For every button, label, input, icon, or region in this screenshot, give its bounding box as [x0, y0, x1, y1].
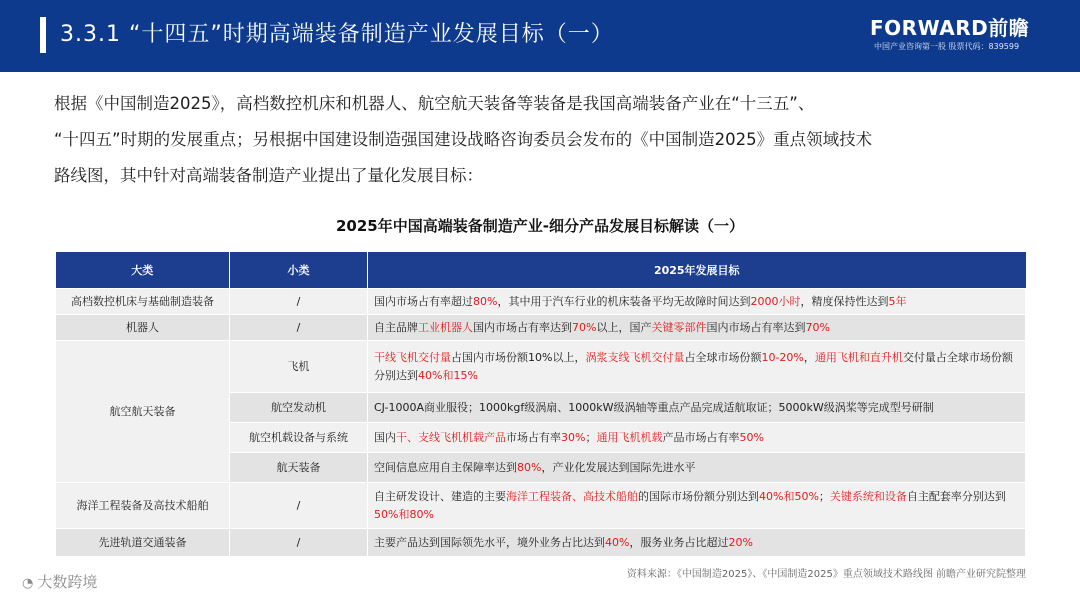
goal-text: CJ-1000A商业服役；1000kgf级涡扇、1000kW级涡轴等重点产品完成适航取证；5000kW级涡桨等完成型号研制 — [374, 400, 934, 414]
target-cell — [368, 341, 1026, 393]
goal-text: ； — [585, 430, 597, 444]
goal-text: 占全球市场份额 — [684, 350, 762, 364]
goal-text: 的国际市场份额分别达到 — [638, 489, 759, 503]
highlight-text: 70% — [572, 320, 597, 334]
goals-table — [55, 252, 1026, 557]
highlight-text: 5年 — [888, 294, 907, 308]
goal-text: 自主品牌 — [374, 320, 418, 334]
highlight-text: 40%和50% — [759, 489, 819, 503]
intro-line: 根据《中国制造2025》，高档数控机床和机器人、航空航天装备等装备是我国高端装备产业在“十三五”、 — [54, 94, 815, 113]
goal-text: ，其中用于汽车行业的机床装备平均无故障时间达到 — [497, 294, 751, 308]
highlight-text: 80% — [517, 460, 542, 474]
major-category-cell: 机器人 — [56, 315, 230, 341]
goal-text: 空间信息应用自主保障率达到 — [374, 460, 517, 474]
watermark-text: 大数跨境 — [37, 573, 98, 591]
goal-text: 以上，国产 — [596, 320, 652, 334]
table-row — [56, 289, 1026, 315]
highlight-text: 海洋工程装备、高技术船舶 — [506, 489, 638, 503]
brand-tagline: 中国产业咨询第一股 股票代码：839599 — [874, 42, 1020, 51]
watermark — [22, 572, 97, 594]
header-minor-category: 小类 — [230, 252, 368, 289]
highlight-text: 70% — [805, 320, 830, 334]
title-accent-bar — [40, 17, 46, 53]
major-category-cell: 海洋工程装备及高技术船舶 — [56, 483, 230, 529]
goal-text: ， — [803, 350, 815, 364]
highlight-text: 通用飞机和直升机 — [814, 350, 903, 364]
goal-text: ，精度保持性达到 — [800, 294, 889, 308]
highlight-text: 工业机器人 — [418, 320, 473, 334]
intro-line: “十四五”时期的发展重点；另根据中国建设制造强国建设战略咨询委员会发布的《中国制造2025》重点领域技术 — [54, 130, 873, 149]
table-row — [56, 341, 1026, 393]
table-title: 2025年中国高端装备制造产业-细分产品发展目标解读（一） — [336, 217, 744, 235]
highlight-text: 40%和15% — [418, 368, 478, 382]
intro-paragraph — [54, 86, 1034, 194]
minor-category-cell: / — [230, 315, 368, 341]
intro-line: 路线图，其中针对高端装备制造产业提出了量化发展目标： — [54, 166, 483, 185]
target-cell — [368, 529, 1026, 557]
major-category-cell: 航空航天装备 — [56, 341, 230, 483]
highlight-text: 2000小时 — [750, 294, 801, 308]
table-header-row — [56, 252, 1026, 289]
goal-text: 产品市场占有率 — [662, 430, 740, 444]
target-cell — [368, 483, 1026, 529]
major-category-cell: 先进轨道交通装备 — [56, 529, 230, 557]
highlight-text: 10-20% — [761, 350, 804, 364]
highlight-text: 关键系统和设备 — [829, 489, 907, 503]
goal-text: 市场占有率 — [506, 430, 561, 444]
highlight-text: 关键零部件 — [651, 320, 707, 334]
goal-text: 交付量占全球市场份额分别达到 — [374, 350, 1013, 382]
target-cell — [368, 423, 1026, 453]
table-row — [56, 483, 1026, 529]
highlight-text: 40% — [605, 535, 630, 549]
highlight-text: 50%和80% — [374, 507, 434, 521]
goal-text: ，服务业务占比超过 — [629, 535, 729, 549]
goal-text: ，产业化发展达到国际先进水平 — [541, 460, 696, 474]
target-cell — [368, 289, 1026, 315]
goal-text: ； — [818, 489, 830, 503]
goal-text: 占国内市场份额10%以上， — [451, 350, 586, 364]
highlight-text: 20% — [728, 535, 753, 549]
highlight-text: 干、支线飞机机载产品 — [396, 430, 506, 444]
highlight-text: 干线飞机交付量 — [374, 350, 451, 364]
table-row — [56, 529, 1026, 557]
goal-text: 国内 — [374, 430, 396, 444]
goal-text: 国内市场占有率超过 — [374, 294, 473, 308]
highlight-text: 30% — [561, 430, 586, 444]
table-row — [56, 315, 1026, 341]
goal-text: 国内市场占有率达到 — [473, 320, 572, 334]
target-cell — [368, 393, 1026, 423]
major-category-cell: 高档数控机床与基础制造装备 — [56, 289, 230, 315]
minor-category-cell: / — [230, 529, 368, 557]
minor-category-cell: 航空机载设备与系统 — [230, 423, 368, 453]
minor-category-cell: 飞机 — [230, 341, 368, 393]
header-major-category: 大类 — [56, 252, 230, 289]
highlight-text: 涡浆支线飞机交付量 — [585, 350, 685, 364]
goal-text: 主要产品达到国际领先水平，境外业务占比达到 — [374, 535, 605, 549]
source-note: 资料来源：《中国制造2025》、《中国制造2025》重点领域技术路线图 前瞻产业研究院整理 — [626, 569, 1026, 580]
goal-text: 国内市场占有率达到 — [706, 320, 806, 334]
header-bar — [0, 0, 1080, 72]
goal-text: 自主研发设计、建造的主要 — [374, 489, 506, 503]
header-target: 2025年发展目标 — [368, 252, 1026, 289]
minor-category-cell: 航空发动机 — [230, 393, 368, 423]
chat-bubble-icon: ◔ — [22, 576, 34, 591]
minor-category-cell: / — [230, 483, 368, 529]
minor-category-cell: / — [230, 289, 368, 315]
target-cell — [368, 315, 1026, 341]
goal-text: 自主配套率分别达到 — [906, 489, 1006, 503]
page-title: 3.3.1 “十四五”时期高端装备制造产业发展目标（一） — [60, 22, 614, 47]
target-cell — [368, 453, 1026, 483]
highlight-text: 80% — [473, 294, 498, 308]
brand-logo: FORWARD前瞻 — [870, 16, 1030, 40]
highlight-text: 50% — [739, 430, 764, 444]
minor-category-cell: 航天装备 — [230, 453, 368, 483]
highlight-text: 通用飞机机载 — [596, 430, 663, 444]
